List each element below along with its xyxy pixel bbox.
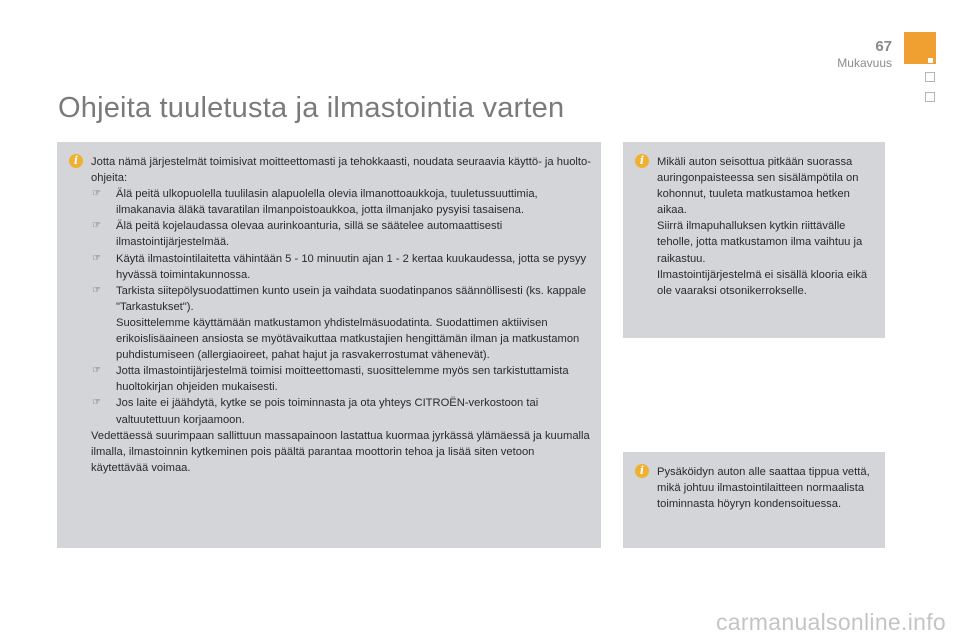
filter-recommendation: Suosittelemme käyttämään matkustamon yhdistelmäsuodatinta. Suodattimen aktiivisen erikoislisäaineen ansiosta se myötävaikuttaa matkustajien hengittämän ilman ja matkustamon puhdistumiseen (allergiaoireet, pahat hajut ja rasvakerrostumat vähenevät). [116, 316, 580, 362]
info-icon: i [635, 154, 649, 168]
pointing-hand-icon: ☞ [92, 284, 101, 296]
chapter-tab-box[interactable] [925, 92, 935, 102]
outro-text: Vedettäessä suurimpaan sallittuun massapainoon lastattua kuormaa jyrkässä ylämäessä ja kuumalla ilmalla, ilmastoinnin kytkeminen pois päältä parantaa moottorin tehoa ja lisää siten vetoon käytettävää voimaa. [91, 429, 590, 474]
instruction-list [91, 186, 591, 427]
pointing-hand-icon: ☞ [92, 397, 101, 409]
list-item: ☞ Jotta ilmastointijärjestelmä toimisi moitteettomasti, suosittelemme myös sen tarkistuttamista huoltokirjan ohjeiden mukaisesti. [92, 365, 569, 394]
list-item: ☞ Jos laite ei jäähdytä, kytke se pois toiminnasta ja ota yhteys CITROËN-verkostoon tai valtuutettuun korjaamoon. [92, 397, 539, 426]
intro-text: Jotta nämä järjestelmät toimisivat moitteettomasti ja tehokkaasti, noudata seuraavia käyttö- ja huolto-ohjeita: [91, 156, 591, 185]
ventilation-tip-panel [623, 142, 885, 338]
tip-paragraph: Siirrä ilmapuhalluksen kytkin riittävälle teholle, jotta matkustamon ilma vaihtuu ja raikastuu. [657, 220, 863, 265]
pointing-hand-icon: ☞ [92, 188, 101, 200]
tip-paragraph: Mikäli auton seisottua pitkään suorassa auringonpaisteessa sen sisälämpötila on kohonnut, tuuleta matkustamoa hetken aikaa. [657, 156, 859, 217]
tab-square-icon [928, 58, 933, 63]
tip-paragraph: Ilmastointijärjestelmä ei sisällä klooria eikä ole vaaraksi otsonikerrokselle. [657, 268, 868, 297]
main-info-panel [57, 142, 601, 548]
pointing-hand-icon: ☞ [92, 220, 101, 232]
pointing-hand-icon: ☞ [92, 252, 101, 264]
page-title: Ohjeita tuuletusta ja ilmastointia varten [58, 92, 565, 124]
list-item: ☞ Käytä ilmastointilaitetta vähintään 5 - 10 minuutin ajan 1 - 2 kertaa kuukaudessa, jotta se pysyy hyvässä toimintakunnossa. [92, 252, 587, 281]
info-icon: i [69, 154, 83, 168]
watermark: carmanualsonline.info [715, 609, 946, 635]
pointing-hand-icon: ☞ [92, 365, 101, 377]
info-icon: i [635, 464, 649, 478]
list-item: ☞ Tarkista siitepölysuodattimen kunto usein ja vaihdata suodatinpanos säännöllisesti (ks. kappale "Tarkastukset"). Suosittelemme käyttämään matkustamon yhdistelmäsuodatinta. Suodattimen aktiivisen erikoislisäaineen ansiosta se myötävaikuttaa matkustajien hengittämän ilman ja matkustamon puhdistumiseen (allergiaoireet, pahat hajut ja rasvakerrostumat vähenevät). [92, 284, 587, 362]
tip-paragraph: Pysäköidyn auton alle saattaa tippua vettä, mikä johtuu ilmastointilaitteen normaalista toiminnasta höyryn kondensoituessa. [657, 466, 870, 511]
list-item: ☞ Älä peitä ulkopuolella tuulilasin alapuolella olevia ilmanottoaukkoja, tuuletussuuttimia, ilmakanavia äläkä tavaratilan ilmanpoistoaukkoa, jotta ilmanjako pysyisi tasaisena. [92, 188, 538, 217]
chapter-tab-box[interactable] [925, 72, 935, 82]
list-item: ☞ Älä peitä kojelaudassa olevaa aurinkoanturia, sillä se säätelee automaattisesti ilmastointijärjestelmää. [92, 220, 503, 249]
page-number: 67 [875, 38, 892, 55]
condensation-tip-panel [623, 452, 885, 548]
section-label: Mukavuus [837, 56, 892, 70]
chapter-tab[interactable] [904, 32, 936, 64]
